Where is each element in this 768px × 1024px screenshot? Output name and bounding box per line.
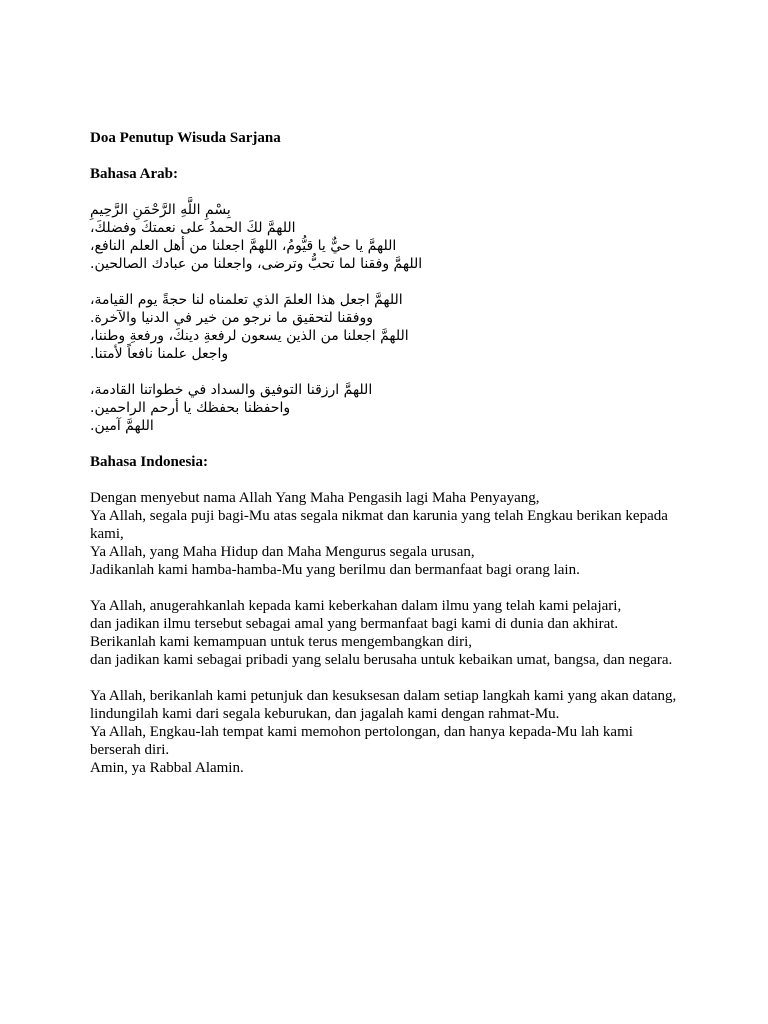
indonesian-line: Ya Allah, berikanlah kami petunjuk dan kesuksesan dalam setiap langkah kami yang akan datang, <box>90 688 677 704</box>
arabic-line: واجعل علمنا نافعاً لأمتنا. <box>90 346 229 362</box>
spacer <box>90 579 682 597</box>
arabic-line: واحفظنا بحفظك يا أرحم الراحمين. <box>90 400 291 416</box>
arabic-line: اللهمَّ اجعلنا من الذين يسعون لرفعةِ دينكَ، ورفعةِ وطننا، <box>90 328 409 344</box>
arabic-line: اللهمَّ ارزقنا التوفيق والسداد في خطواتنا القادمة، <box>90 382 373 398</box>
spacer <box>90 669 682 687</box>
arabic-paragraph-2 <box>90 291 682 363</box>
indonesian-line: dan jadikan kami sebagai pribadi yang selalu berusaha untuk kebaikan umat, bangsa, dan negara. <box>90 652 673 668</box>
arabic-paragraph-3 <box>90 381 682 435</box>
arabic-line: اللهمَّ آمين. <box>90 418 154 434</box>
indonesian-line: lindungilah kami dari segala keburukan, dan jagalah kami dengan rahmat-Mu. <box>90 706 560 722</box>
indonesian-paragraph-3 <box>90 687 682 777</box>
indonesian-line: Jadikanlah kami hamba-hamba-Mu yang berilmu dan bermanfaat bagi orang lain. <box>90 562 580 578</box>
spacer <box>90 273 682 291</box>
arabic-line: بِسْمِ اللَّهِ الرَّحْمَنِ الرَّحِيمِ <box>90 202 231 218</box>
document-title: Doa Penutup Wisuda Sarjana <box>90 130 281 146</box>
spacer <box>90 471 682 489</box>
indonesian-line: Ya Allah, segala puji bagi-Mu atas segala nikmat dan karunia yang telah Engkau berikan kepada kami, <box>90 508 668 542</box>
indonesian-paragraph-1 <box>90 489 682 579</box>
spacer <box>90 147 682 165</box>
arabic-line: ووفقنا لتحقيق ما نرجو من خير في الدنيا والآخرة. <box>90 310 373 326</box>
indonesian-section-heading: Bahasa Indonesia: <box>90 454 208 470</box>
arabic-line: اللهمَّ وفقنا لما تحبُّ وترضى، واجعلنا من عبادك الصالحين. <box>90 256 423 272</box>
indonesian-line: Ya Allah, anugerahkanlah kepada kami keberkahan dalam ilmu yang telah kami pelajari, <box>90 598 622 614</box>
spacer <box>90 435 682 453</box>
indonesian-line: Dengan menyebut nama Allah Yang Maha Pengasih lagi Maha Penyayang, <box>90 490 540 506</box>
spacer <box>90 183 682 201</box>
indonesian-line: Berikanlah kami kemampuan untuk terus mengembangkan diri, <box>90 634 472 650</box>
arabic-paragraph-1 <box>90 201 682 273</box>
indonesian-line: dan jadikan ilmu tersebut sebagai amal yang bermanfaat bagi kami di dunia dan akhirat. <box>90 616 619 632</box>
indonesian-line: Ya Allah, Engkau-lah tempat kami memohon pertolongan, dan hanya kepada-Mu lah kami berserah diri. <box>90 724 633 758</box>
arabic-section-heading: Bahasa Arab: <box>90 166 178 182</box>
arabic-line: اللهمَّ يا حيٌّ يا قيُّومُ، اللهمَّ اجعلنا من أهل العلم النافع، <box>90 238 397 254</box>
arabic-line: اللهمَّ لكَ الحمدُ على نعمتكَ وفضلكَ، <box>90 220 296 236</box>
arabic-line: اللهمَّ اجعل هذا العلمَ الذي تعلمناه لنا حجةً يوم القيامة، <box>90 292 403 308</box>
indonesian-line: Amin, ya Rabbal Alamin. <box>90 760 244 776</box>
indonesian-paragraph-2 <box>90 597 682 669</box>
spacer <box>90 363 682 381</box>
indonesian-line: Ya Allah, yang Maha Hidup dan Maha Mengurus segala urusan, <box>90 544 475 560</box>
document-page <box>90 129 682 777</box>
